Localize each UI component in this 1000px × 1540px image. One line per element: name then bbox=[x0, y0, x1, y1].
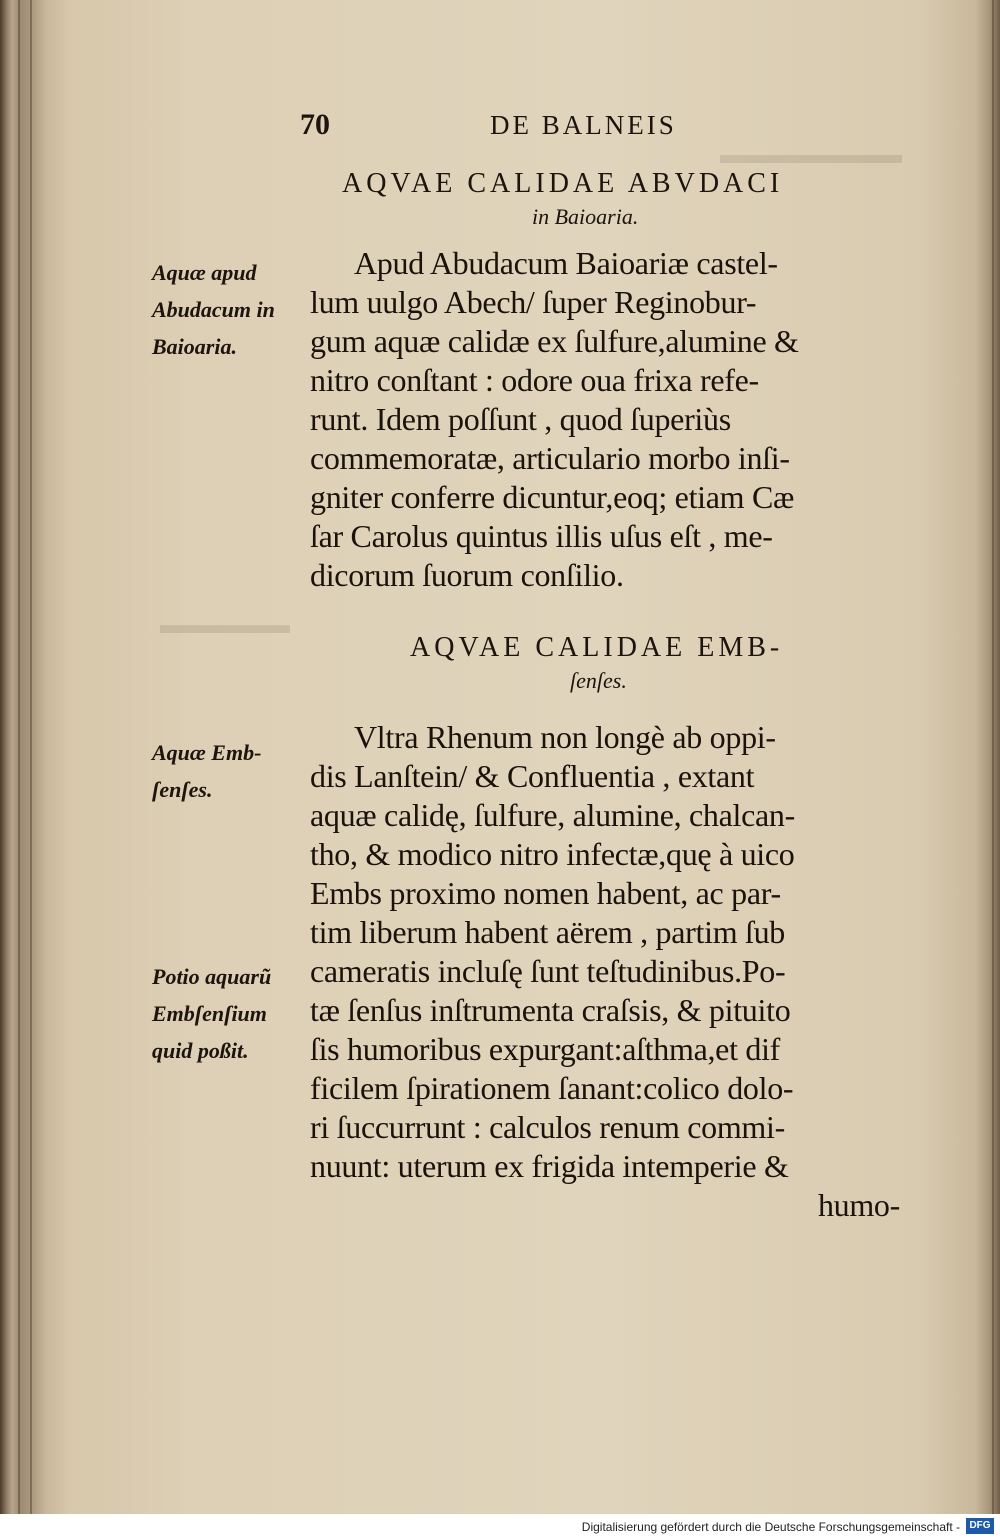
page-number: 70 bbox=[300, 108, 330, 141]
text-line: Vltra Rhenum non longè ab oppi- bbox=[354, 719, 776, 755]
text-line: tæ ſenſus inſtrumenta craſsis, & pituito bbox=[310, 992, 791, 1028]
text-line: Apud Abudacum Baioariæ castel- bbox=[354, 245, 778, 281]
page-header bbox=[300, 108, 760, 148]
dfg-logo[interactable]: DFG bbox=[966, 1518, 994, 1534]
marginal-note-line: Potio aquarũ bbox=[152, 964, 272, 989]
text-line: dicorum ſuorum conſilio. bbox=[310, 557, 624, 593]
section-subheading: ſenſes. bbox=[570, 668, 627, 693]
text-line: Embs proximo nomen habent, ac par- bbox=[310, 875, 781, 911]
bleed-through-shadow: ▬▬▬▬▬▬▬ bbox=[720, 140, 902, 169]
body-text bbox=[310, 244, 910, 595]
marginal-note bbox=[152, 254, 312, 365]
section-subheading: in Baioaria. bbox=[532, 204, 639, 229]
page-edge-line bbox=[992, 0, 994, 1540]
marginal-note-line: Embſenſium bbox=[152, 1001, 267, 1026]
text-line: ſis humoribus expurgant:aſthma,et dif bbox=[310, 1031, 781, 1067]
text-line: tim liberum habent aërem , partim ſub bbox=[310, 914, 785, 950]
catchword: humo- bbox=[817, 1187, 900, 1223]
section-heading: AQVAE CALIDAE ABVDACI bbox=[342, 168, 784, 199]
page-edge-line bbox=[30, 0, 32, 1540]
running-title: DE BALNEIS bbox=[490, 110, 677, 140]
marginal-note-line: ſenſes. bbox=[152, 777, 213, 802]
text-line: dis Lanſtein/ & Confluentia , extant bbox=[310, 758, 755, 794]
section-heading: AQVAE CALIDAE EMB- bbox=[410, 632, 784, 663]
funding-note: Digitalisierung gefördert durch die Deutsche Forschungsgemeinschaft - bbox=[581, 1520, 960, 1534]
text-line: ri ſuccurrunt : calculos renum commi- bbox=[310, 1109, 785, 1145]
marginal-note-line: quid poßit. bbox=[152, 1038, 249, 1063]
text-line: gum aquæ calidæ ex ſulfure,alumine & bbox=[310, 323, 799, 359]
text-line: commemoratæ, articulario morbo inſi- bbox=[310, 440, 790, 476]
text-line: nuunt: uterum ex frigida intemperie & bbox=[310, 1148, 789, 1184]
text-line: tho, & modico nitro infectæ,quę à uico bbox=[310, 836, 795, 872]
bleed-through-shadow: ▬▬▬▬▬ bbox=[160, 610, 290, 639]
text-line: lum uulgo Abech/ ſuper Reginobur- bbox=[310, 284, 757, 320]
body-text bbox=[310, 718, 910, 1225]
text-line: ficilem ſpirationem ſanant:colico dolo- bbox=[310, 1070, 794, 1106]
marginal-note bbox=[152, 734, 312, 808]
text-line: ſar Carolus quintus illis uſus eſt , me- bbox=[310, 518, 773, 554]
text-line: gniter conferre dicuntur,eoq; etiam Cæ bbox=[310, 479, 795, 515]
page-edge-line bbox=[18, 0, 20, 1540]
marginal-note-line: Aquæ apud bbox=[152, 260, 257, 285]
text-line: nitro conſtant : odore oua frixa refe- bbox=[310, 362, 759, 398]
marginal-note-line: Aquæ Emb- bbox=[152, 740, 262, 765]
text-line: aquæ calidę, ſulfure, alumine, chalcan- bbox=[310, 797, 795, 833]
text-line: cameratis incluſę ſunt teſtudinibus.Po- bbox=[310, 953, 786, 989]
marginal-note bbox=[152, 958, 312, 1069]
marginal-note-line: Abudacum in bbox=[152, 297, 275, 322]
text-line: runt. Idem poſſunt , quod ſuperiùs bbox=[310, 401, 731, 437]
digitization-footer bbox=[0, 1514, 1000, 1540]
marginal-note-line: Baioaria. bbox=[152, 334, 237, 359]
